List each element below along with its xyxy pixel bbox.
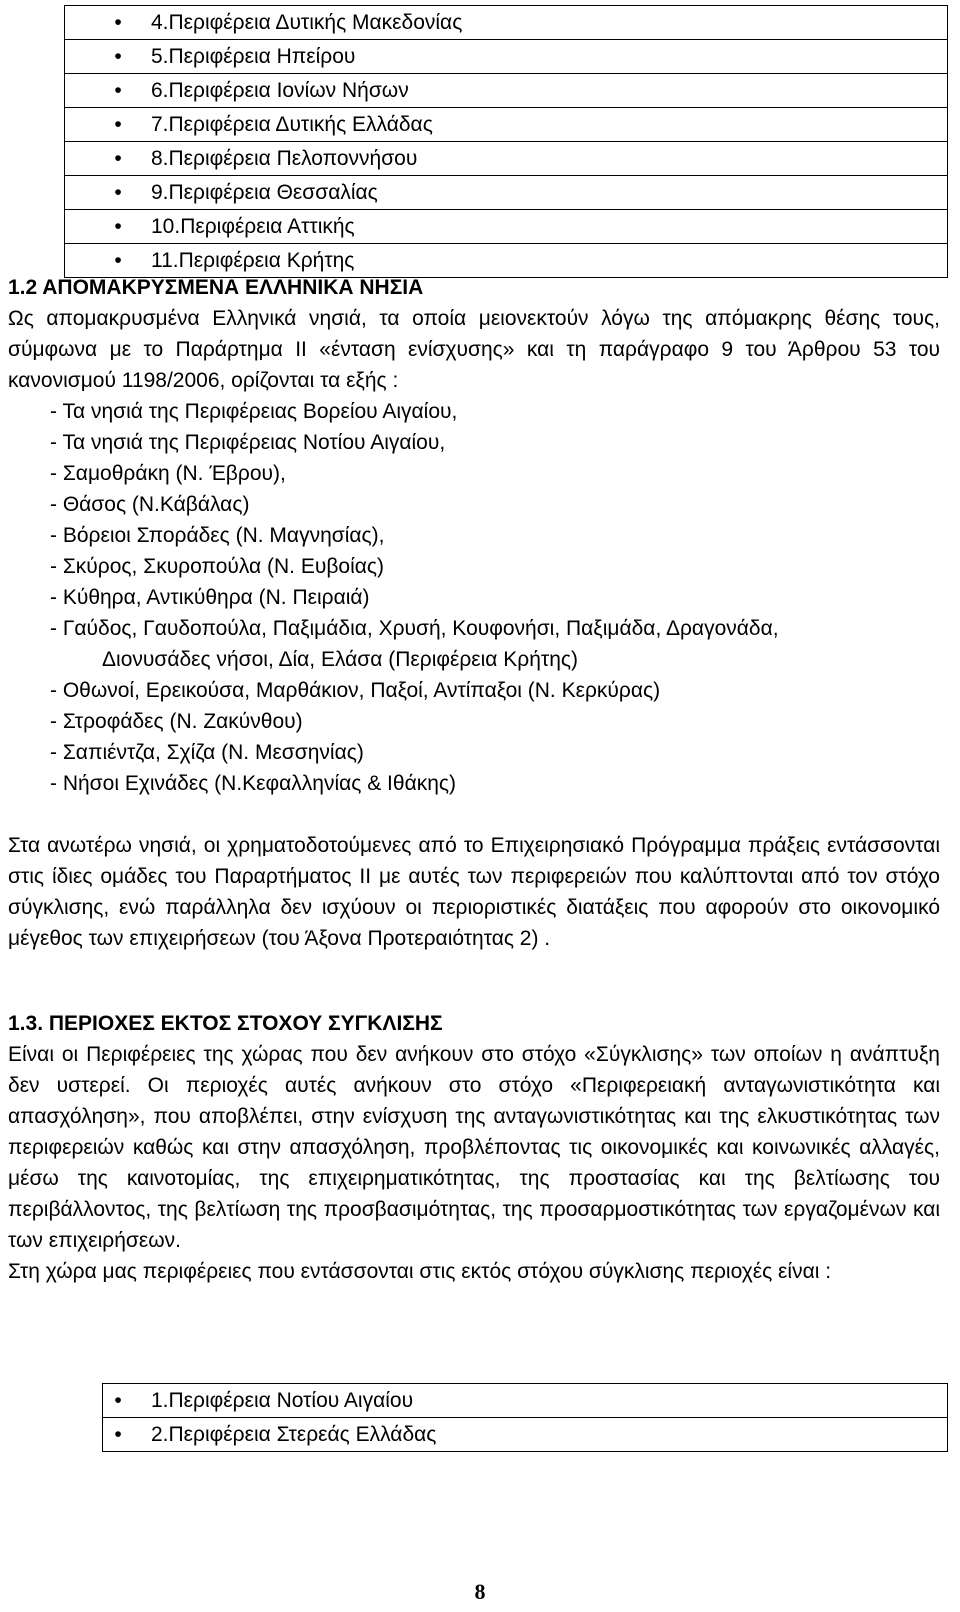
bullet-icon: • xyxy=(114,1389,122,1412)
region-name: 9.Περιφέρεια Θεσσαλίας xyxy=(151,181,378,204)
region-row xyxy=(65,142,948,176)
list-item: - Τα νησιά της Περιφέρειας Βορείου Αιγαίου, xyxy=(50,400,458,423)
list-item: - Τα νησιά της Περιφέρειας Νοτίου Αιγαίου, xyxy=(50,431,446,454)
list-item: - Βόρειοι Σποράδες (Ν. Μαγνησίας), xyxy=(50,524,385,547)
region-name: 4.Περιφέρεια Δυτικής Μακεδονίας xyxy=(151,11,463,34)
region-name: 11.Περιφέρεια Κρήτης xyxy=(151,249,355,272)
region-cell xyxy=(103,1384,948,1418)
list-item: - Νήσοι Εχινάδες (Ν.Κεφαλληνίας & Ιθάκης) xyxy=(50,772,457,795)
region-row xyxy=(103,1384,948,1418)
region-cell xyxy=(65,40,948,74)
list-item: - Σκύρος, Σκυροπούλα (Ν. Ευβοίας) xyxy=(50,555,385,578)
bullet-icon: • xyxy=(114,147,122,170)
region-cell xyxy=(65,74,948,108)
region-row xyxy=(103,1418,948,1452)
region-name: 10.Περιφέρεια Αττικής xyxy=(151,215,355,238)
section-outside-convergence xyxy=(8,1008,940,1287)
bullet-icon: • xyxy=(114,45,122,68)
section-intro: Ως απομακρυσμένα Ελληνικά νησιά, τα οποία μειονεκτούν λόγω της απόμακρης θέσης τους, σύμφωνα με το Παράρτημα ΙΙ «ένταση ενίσχυσης» και τη παράγραφο 9 του Άρθρου 53 του κανονισμού 1198/2006, ορίζονται τα εξής : xyxy=(8,307,940,392)
region-name: 1.Περιφέρεια Νοτίου Αιγαίου xyxy=(151,1389,414,1412)
region-row xyxy=(65,210,948,244)
list-item: Διονυσάδες νήσοι, Δία, Ελάσα (Περιφέρεια Κρήτης) xyxy=(102,648,579,671)
region-name: 6.Περιφέρεια Ιονίων Νήσων xyxy=(151,79,409,102)
list-item: - Γαύδος, Γαυδοπούλα, Παξιμάδια, Χρυσή, Κουφονήσι, Παξιμάδα, Δραγονάδα, xyxy=(50,617,779,640)
page-number: 8 xyxy=(474,1579,486,1604)
region-cell xyxy=(65,108,948,142)
list-item: - Σαπιέντζα, Σχίζα (Ν. Μεσσηνίας) xyxy=(50,741,364,764)
islands-list xyxy=(8,396,940,799)
region-row xyxy=(65,6,948,40)
region-table-bottom xyxy=(102,1383,948,1452)
bullet-icon: • xyxy=(114,113,122,136)
list-item: - Σαμοθράκη (Ν. Έβρου), xyxy=(50,462,286,485)
region-row xyxy=(65,74,948,108)
bullet-icon: • xyxy=(114,1423,122,1446)
region-cell xyxy=(65,6,948,40)
list-item: - Θάσος (Ν.Κάβάλας) xyxy=(50,493,250,516)
region-cell xyxy=(65,210,948,244)
section-lead-in: Στη χώρα μας περιφέρειες που εντάσσονται στις εκτός στόχου σύγκλισης περιοχές είναι : xyxy=(8,1260,832,1283)
section-remote-islands xyxy=(8,272,940,954)
section-body: Είναι οι Περιφέρειες της χώρας που δεν ανήκουν στο στόχο «Σύγκλισης» των οποίων η ανάπτυξη δεν υστερεί. Οι περιοχές αυτές ανήκουν στο στόχο «Περιφερειακή ανταγωνιστικότητα και απασχόληση», που αποβλέπει, στην ενίσχυση της ανταγωνιστικότητας και της ελκυστικότητας των περιφερειών καθώς και στην απασχόληση, προβλέποντας τις οικονομικές και κοινωνικές αλλαγές, μέσω της καινοτομίας, της επιχειρηματικότητας, της προστασίας και της βελτίωσης του περιβάλλοντος, της βελτίωση της προσβασιμότητας, της προσαρμοστικότητας των εργαζομένων και των επιχειρήσεων. xyxy=(8,1043,940,1252)
list-item: - Κύθηρα, Αντικύθηρα (Ν. Πειραιά) xyxy=(50,586,370,609)
section-heading: 1.2 ΑΠΟΜΑΚΡΥΣΜΕΝΑ ΕΛΛΗΝΙΚΑ ΝΗΣΙΑ xyxy=(8,276,424,299)
region-name: 8.Περιφέρεια Πελοποννήσου xyxy=(151,147,418,170)
bullet-icon: • xyxy=(114,79,122,102)
region-name: 2.Περιφέρεια Στερεάς Ελλάδας xyxy=(151,1423,437,1446)
region-row xyxy=(65,40,948,74)
region-row xyxy=(65,176,948,210)
bullet-icon: • xyxy=(114,11,122,34)
region-cell xyxy=(65,176,948,210)
section-heading: 1.3. ΠΕΡΙΟΧΕΣ ΕΚΤΟΣ ΣΤΟΧΟΥ ΣΥΓΚΛΙΣΗΣ xyxy=(8,1012,443,1035)
list-item: - Στροφάδες (Ν. Ζακύνθου) xyxy=(50,710,303,733)
bullet-icon: • xyxy=(114,215,122,238)
region-row xyxy=(65,108,948,142)
region-table-top xyxy=(64,5,948,278)
section-closing-paragraph: Στα ανωτέρω νησιά, οι χρηματοδοτούμενες από το Επιχειρησιακό Πρόγραμμα πράξεις εντάσσονται στις ίδιες ομάδες του Παραρτήματος ΙΙ με αυτές των περιφερειών που καλύπτονται από τον στόχο σύγκλισης, ενώ παράλληλα δεν ισχύουν οι περιοριστικές διατάξεις που αφορούν στο οικονομικό μέγεθος των επιχειρήσεων (του Άξονα Προτεραιότητας 2) . xyxy=(8,834,940,950)
bullet-icon: • xyxy=(114,181,122,204)
region-name: 7.Περιφέρεια Δυτικής Ελλάδας xyxy=(151,113,433,136)
region-cell xyxy=(65,142,948,176)
region-name: 5.Περιφέρεια Ηπείρου xyxy=(151,45,356,68)
bullet-icon: • xyxy=(114,249,122,272)
region-cell xyxy=(103,1418,948,1452)
list-item: - Οθωνοί, Ερεικούσα, Μαρθάκιον, Παξοί, Αντίπαξοι (Ν. Κερκύρας) xyxy=(50,679,661,702)
